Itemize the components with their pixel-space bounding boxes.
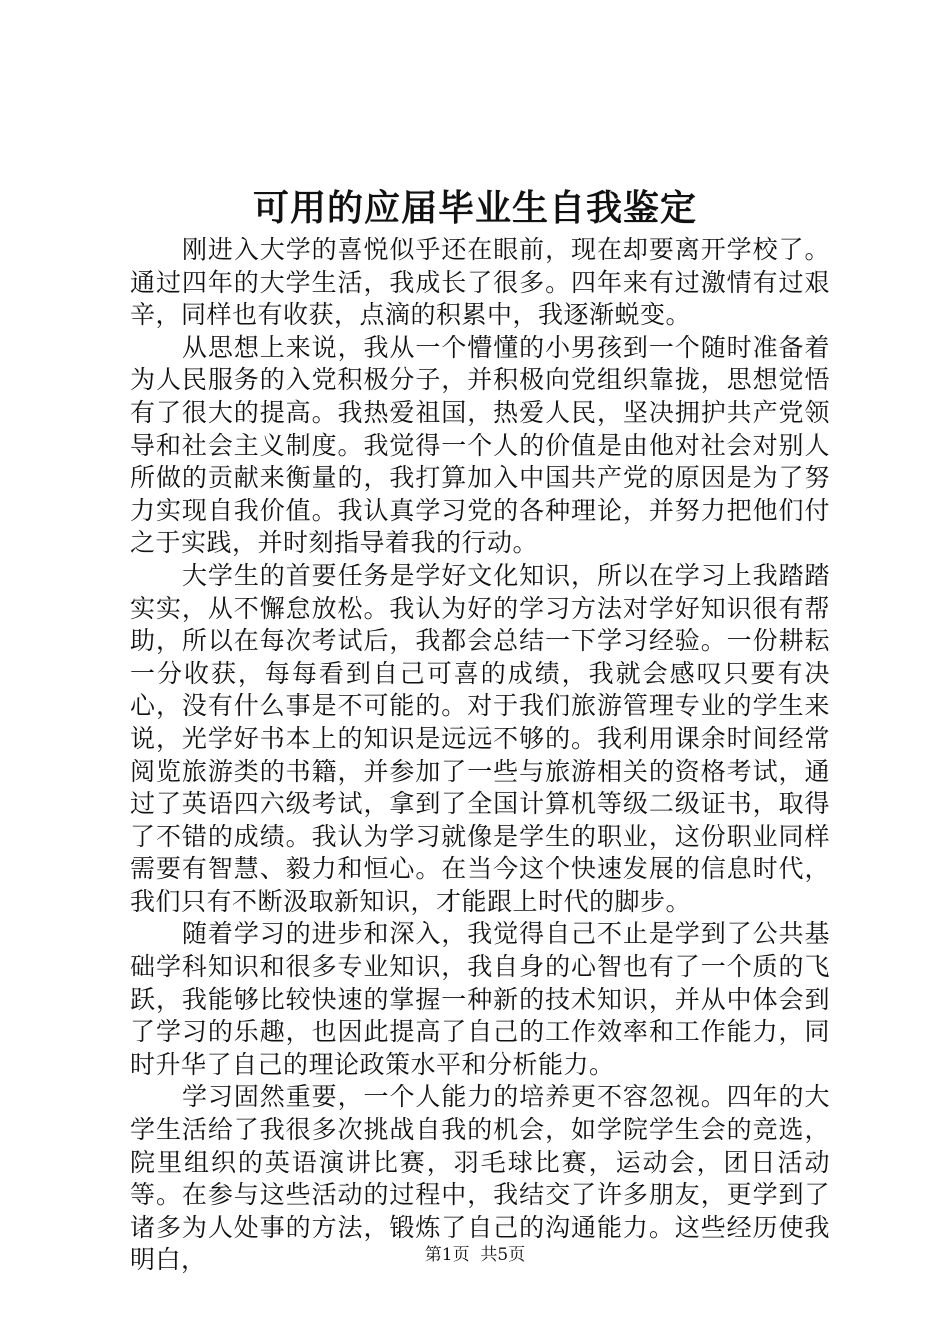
paragraph-4: 随着学习的进步和深入，我觉得自己不止是学到了公共基础学科知识和很多专业知识，我自身的心智也有了一个质的飞跃，我能够比较快速的掌握一种新的技术知识，并从中体会到了学习的乐趣，也因此提高了自己的工作效率和工作能力，同时升华了自己的理论政策水平和分析能力。 [130,919,830,1079]
document-title: 可用的应届毕业生自我鉴定 [252,187,697,229]
paragraph-2: 从思想上来说，我从一个懵懂的小男孩到一个随时准备着为人民服务的入党积极分子，并积极向党组织靠拢，思想觉悟有了很大的提高。我热爱祖国，热爱人民，坚决拥护共产党领导和社会主义制度。我觉得一个人的价值是由他对社会对别人所做的贡献来衡量的，我打算加入中国共产党的原因是为了努力实现自我价值。我认真学习党的各种理论，并努力把他们付之于实践，并时刻指导着我的行动。 [130,332,830,558]
paragraph-1: 刚进入大学的喜悦似乎还在眼前，现在却要离开学校了。通过四年的大学生活，我成长了很多。四年来有过激情有过艰辛，同样也有收获，点滴的积累中，我逐渐蜕变。 [130,235,830,330]
paragraph-5: 学习固然重要，一个人能力的培养更不容忽视。四年的大学生活给了我很多次挑战自我的机会，如学院学生会的竞选，院里组织的英语演讲比赛，羽毛球比赛，运动会，团日活动等。在参与这些活动的过程中，我结交了许多朋友，更学到了诸多为人处事的方法，锻炼了自己的沟通能力。这些经历使我明白， [130,1082,830,1275]
document-body [130,234,830,1277]
paragraph-3: 大学生的首要任务是学好文化知识，所以在学习上我踏踏实实，从不懈怠放松。我认为好的学习方法对学好知识很有帮助，所以在每次考试后，我都会总结一下学习经验。一份耕耘一分收获，每每看到自己可喜的成绩，我就会感叹只要有决心，没有什么事是不可能的。对于我们旅游管理专业的学生来说，光学好书本上的知识是远远不够的。我利用课余时间经常阅览旅游类的书籍，并参加了一些与旅游相关的资格考试，通过了英语四六级考试，拿到了全国计算机等级二级证书，取得了不错的成绩。我认为学习就像是学生的职业，这份职业同样需要有智慧、毅力和恒心。在当今这个快速发展的信息时代，我们只有不断汲取新知识，才能跟上时代的脚步。 [130,560,830,916]
page-footer [0,1244,950,1266]
page-number-label: 第1页 共5页 [424,1245,526,1265]
